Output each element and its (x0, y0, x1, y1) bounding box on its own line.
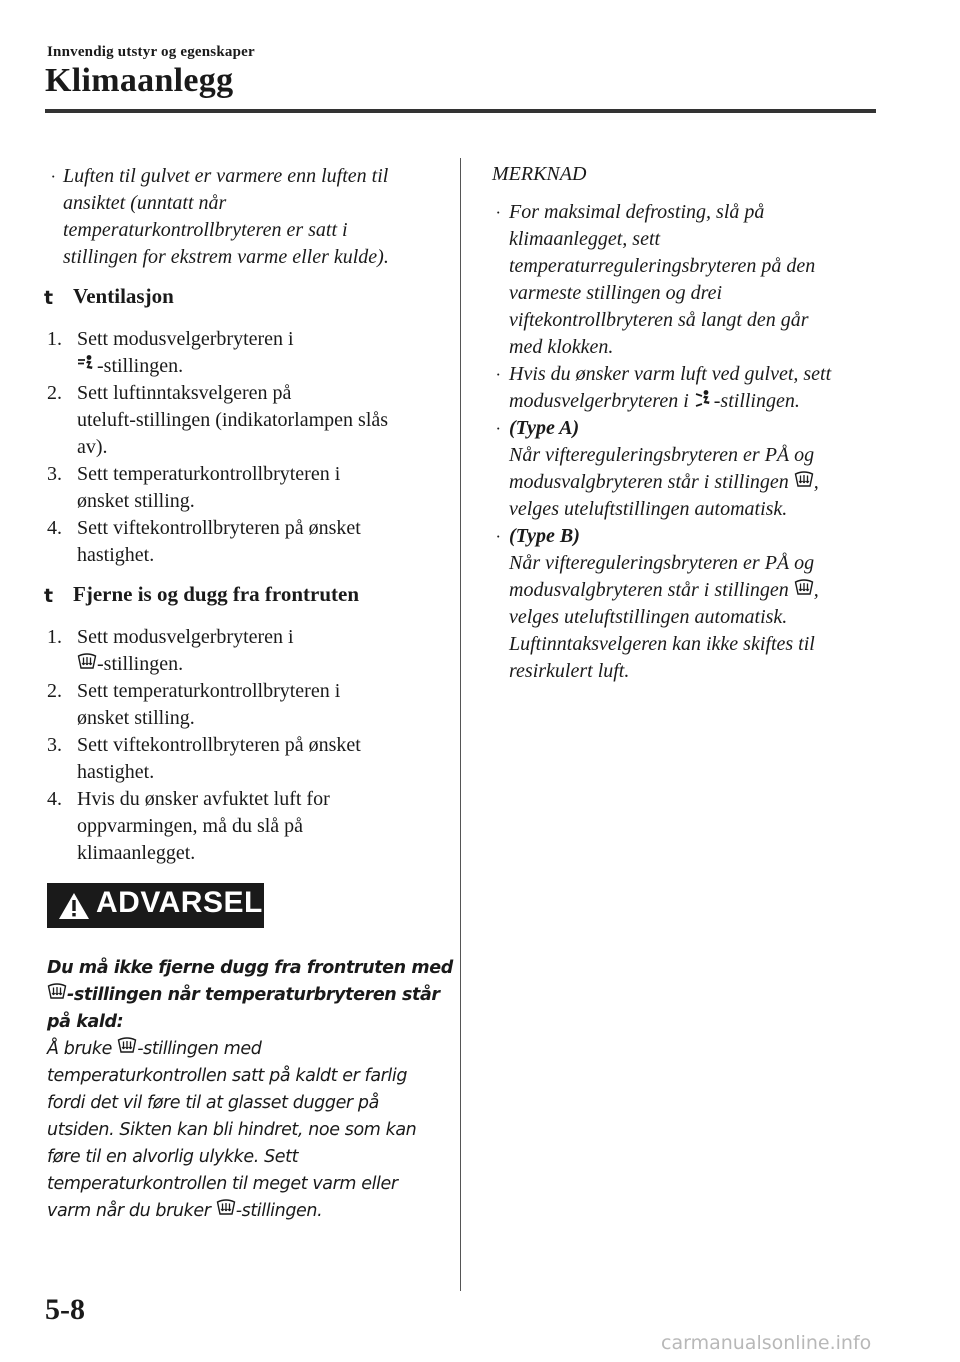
step-line: Sett modusvelgerbryteren i (77, 328, 294, 350)
heading-defrost: Fjerne is og dugg fra frontruten (73, 582, 359, 606)
warning-body-line: føre til en alvorlig ulykke. Sett (47, 1147, 299, 1167)
watermark: carmanualsonline.info (661, 1332, 872, 1354)
defrost-icon (216, 1198, 236, 1218)
step-number: 1. (47, 626, 62, 648)
bullet-dot: · (495, 527, 501, 546)
note-line: Når viftereguleringsbryteren er PÅ og (509, 552, 815, 574)
bullet-line: Luften til gulvet er varmere enn luften til (63, 165, 389, 187)
step-line: uteluft-stillingen (indikatorlampen slås (77, 409, 389, 431)
note-line: velges uteluftstillingen automatisk. (509, 498, 788, 520)
step-line: Hvis du ønsker avfuktet luft for (77, 788, 330, 810)
step-line: Sett luftinntaksvelgeren på (77, 382, 292, 404)
step-number: 4. (47, 788, 62, 810)
defrost-icon (794, 470, 814, 490)
warning-body-line: temperaturkontrollen satt på kaldt er farlig (47, 1066, 408, 1086)
note-line: viftekontrollbryteren så langt den går (509, 309, 809, 331)
step-line: Sett temperaturkontrollbryteren i (77, 680, 341, 702)
note-type-label: (Type B) (509, 525, 580, 547)
step-line: Sett viftekontrollbryteren på ønsket (77, 734, 361, 756)
warning-body-line: Å bruke -stillingen med (47, 1036, 442, 1063)
step-number: 3. (47, 463, 62, 485)
warning-body-line: varm når du bruker -stillingen. (47, 1198, 442, 1225)
note-line: velges uteluftstillingen automatisk. (509, 606, 788, 628)
note-line: Hvis du ønsker varm luft ved gulvet, sett (509, 363, 832, 385)
step-number: 1. (47, 328, 62, 350)
bullet-line: temperaturkontrollbryteren er satt i (63, 219, 348, 241)
warning-bold-line: -stillingen når temperaturbryteren står (47, 982, 442, 1009)
note-line: Når viftereguleringsbryteren er PÅ og (509, 444, 815, 466)
note-title: MERKNAD (492, 163, 587, 185)
warning-bold-line: på kald: (47, 1012, 124, 1032)
column-divider (460, 158, 461, 1291)
warning-bold-line: Du må ikke fjerne dugg fra frontruten med (47, 958, 453, 978)
defrost-icon (47, 982, 67, 1002)
step-line: ønsket stilling. (77, 707, 195, 729)
warning-body-line: temperaturkontrollen til meget varm eller (47, 1174, 398, 1194)
defrost-icon (794, 578, 814, 598)
step-line: oppvarmingen, må du slå på (77, 815, 304, 837)
note-line: temperaturreguleringsbryteren på den (509, 255, 816, 277)
note-line: klimaanlegget, sett (509, 228, 661, 250)
step-number: 2. (47, 382, 62, 404)
note-line: For maksimal defrosting, slå på (509, 201, 765, 223)
warning-body-line: fordi det vil føre til at glasset dugger på (47, 1093, 379, 1113)
step-line: ønsket stilling. (77, 490, 195, 512)
bullet-line: stillingen for ekstrem varme eller kulde). (63, 246, 389, 268)
note-line: resirkulert luft. (509, 660, 630, 682)
note-line: varmeste stillingen og drei (509, 282, 723, 304)
step-line: av). (77, 436, 108, 458)
note-line: med klokken. (509, 336, 614, 358)
note-type-label: (Type A) (509, 417, 580, 439)
step-number: 2. (47, 680, 62, 702)
bullet-dot: · (495, 419, 501, 438)
bullet-dot: · (50, 167, 56, 186)
section-marker-icon: t (44, 585, 54, 607)
warning-body-line: utsiden. Sikten kan bli hindret, noe som kan (47, 1120, 417, 1140)
title-rule (45, 109, 876, 113)
step-number: 3. (47, 734, 62, 756)
step-line: -stillingen. (77, 651, 183, 678)
note-line: modusvalgbryteren står i stillingen , (509, 471, 819, 493)
section-marker-icon: t (44, 287, 54, 309)
page-number: 5-8 (45, 1293, 85, 1326)
vent-mode-icon (77, 354, 97, 374)
section-subtitle: Innvendig utstyr og egenskaper (47, 44, 255, 60)
page-title: Klimaanlegg (45, 62, 234, 99)
floor-mode-icon (694, 389, 714, 409)
note-line: Luftinntaksvelgeren kan ikke skiftes til (509, 633, 815, 655)
note-line: modusvalgbryteren står i stillingen , (509, 579, 819, 601)
defrost-icon (117, 1036, 137, 1056)
heading-ventilation: Ventilasjon (73, 284, 174, 308)
defrost-icon (77, 652, 97, 672)
warning-triangle-icon (58, 892, 90, 920)
bullet-line: ansiktet (unntatt når (63, 192, 227, 214)
step-line: -stillingen. (77, 353, 183, 380)
warning-label: ADVARSEL (96, 886, 263, 919)
step-line: hastighet. (77, 761, 155, 783)
note-line: modusvelgerbryteren i -stillingen. (509, 390, 800, 412)
bullet-dot: · (495, 203, 501, 222)
warning-text (47, 955, 453, 1225)
step-line: klimaanlegget. (77, 842, 196, 864)
step-line: Sett modusvelgerbryteren i (77, 626, 294, 648)
step-line: hastighet. (77, 544, 155, 566)
bullet-dot: · (495, 365, 501, 384)
step-line: Sett viftekontrollbryteren på ønsket (77, 517, 361, 539)
step-number: 4. (47, 517, 62, 539)
step-line: Sett temperaturkontrollbryteren i (77, 463, 341, 485)
